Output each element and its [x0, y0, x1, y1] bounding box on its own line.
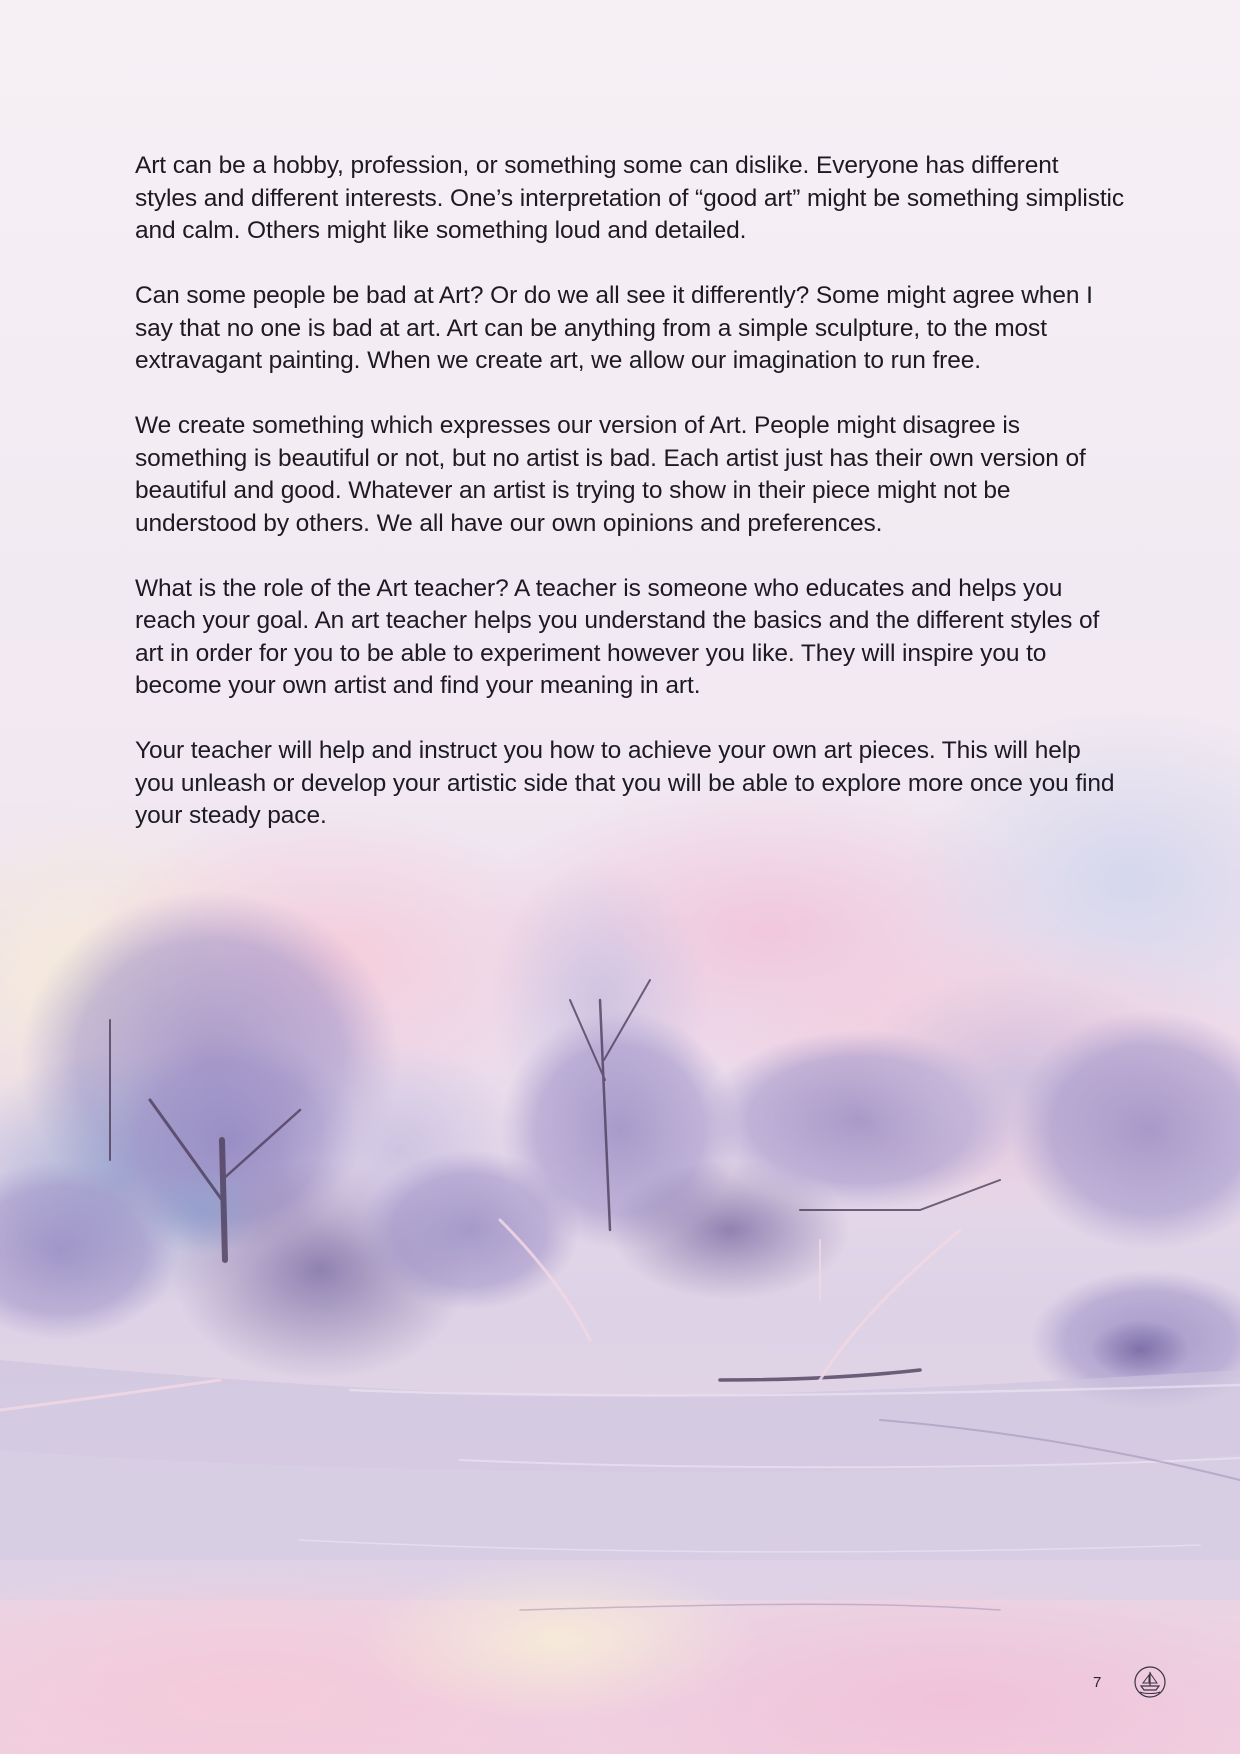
paragraph-2: Can some people be bad at Art? Or do we all see it differently? Some might agree when I say that no one is bad at art. Art can be anything from a simple sculpture, to the most extravagant painting. When we create art, we allow our imagination to run free.: [135, 282, 1093, 374]
paragraph-3: We create something which expresses our version of Art. People might disagree is something is beautiful or not, but no artist is bad. Each artist just has their own version of beautiful and good. Whatever an artist is trying to show in their piece might not be understood by others. We all have our own opinions and preferences.: [135, 412, 1086, 537]
paragraph-4: What is the role of the Art teacher? A teacher is someone who educates and helps you reach your goal. An art teacher helps you understand the basics and the different styles of art in order for you to be able to experiment however you like. They will inspire you to become your own artist and find your meaning in art.: [135, 574, 1100, 699]
ship-emblem-icon: [1132, 1664, 1168, 1700]
page-number: 7: [1093, 1674, 1102, 1691]
paragraph-1: Art can be a hobby, profession, or something some can dislike. Everyone has different styles and different interests. One’s interpretation of “good art” might be something simplistic and calm. Others might like something loud and detailed.: [135, 152, 1125, 244]
paragraph-5: Your teacher will help and instruct you how to achieve your own art pieces. This will help you unleash or develop your artistic side that you will be able to explore more once you find your steady pace.: [135, 737, 1115, 829]
article-body: [135, 150, 1125, 865]
